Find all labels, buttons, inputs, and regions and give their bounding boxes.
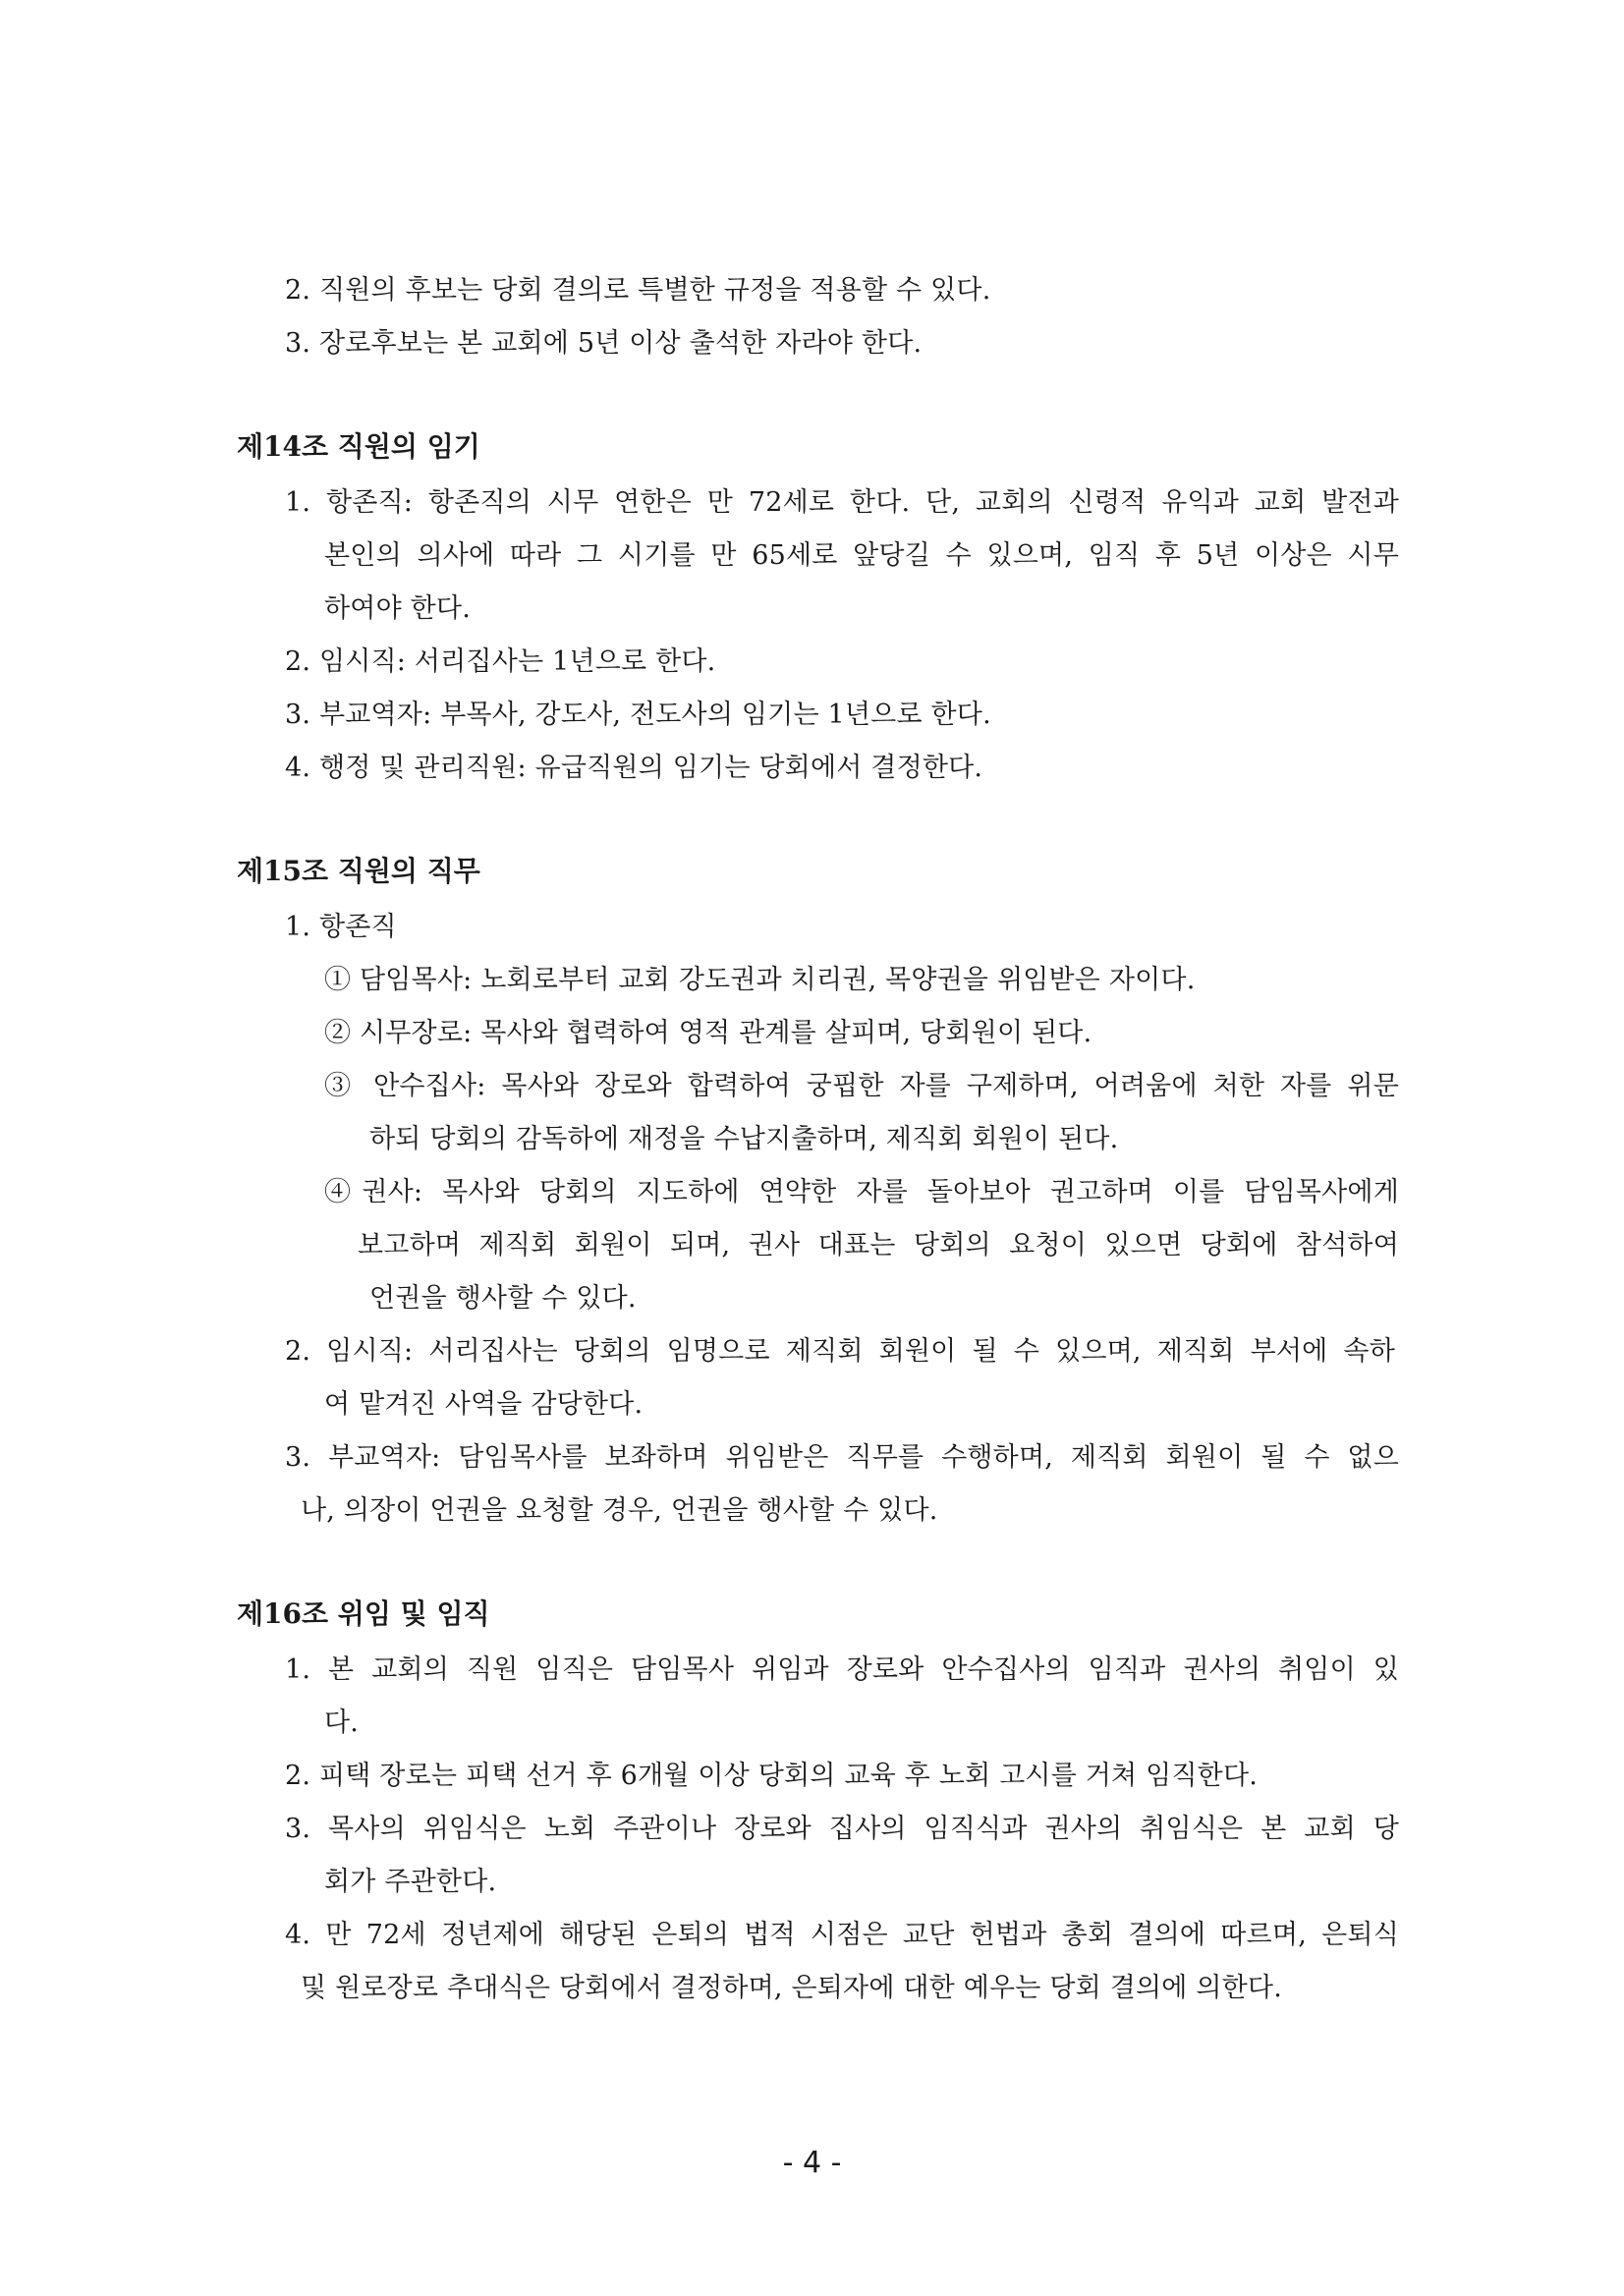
list-item-continuation: 여 맡겨진 사역을 감당한다. (324, 1389, 644, 1420)
list-item: 2. 임시직: 서리집사는 당회의 임명으로 제직회 회원이 될 수 있으며, 제직회 부서에 속하 (285, 1336, 1395, 1367)
list-item: 3. 목사의 위임식은 노회 주관이나 장로와 집사의 임직식과 권사의 취임식은 본 교회 당 (285, 1814, 1399, 1844)
list-item: 2. 피택 장로는 피택 선거 후 6개월 이상 당회의 교육 후 노회 고시를 거쳐 임직한다. (285, 1761, 1259, 1791)
page-number: - 4 - (782, 2146, 842, 2180)
section-heading: 제16조 위임 및 임직 (237, 1597, 490, 1630)
list-item: 1. 항존직: 항존직의 시무 연한은 만 72세로 한다. 단, 교회의 신령적 유익과 교회 발전과 (285, 487, 1399, 518)
list-item: 1. 본 교회의 직원 임직은 담임목사 위임과 장로와 안수집사의 임직과 권사의 취임이 있 (285, 1654, 1399, 1685)
sub-list-item: ① 담임목사: 노회로부터 교회 강도권과 치리권, 목양권을 위임받은 자이다. (324, 965, 1196, 995)
sub-list-item: ③ 안수집사: 목사와 장로와 합력하여 궁핍한 자를 구제하며, 어려움에 처한 자를 위문 (324, 1071, 1399, 1101)
list-item: 4. 행정 및 관리직원: 유급직원의 임기는 당회에서 결정한다. (285, 753, 983, 783)
list-item: 3. 장로후보는 본 교회에 5년 이상 출석한 자라야 한다. (285, 328, 923, 359)
list-item-continuation: 본인의 의사에 따라 그 시기를 만 65세로 앞당길 수 있으며, 임직 후 5년 이상은 시무 (324, 540, 1399, 571)
list-item-continuation: 하여야 한다. (324, 593, 471, 624)
sub-list-item-continuation: 언권을 행사할 수 있다. (369, 1283, 637, 1314)
list-item: 3. 부교역자: 담임목사를 보좌하며 위임받은 직무를 수행하며, 제직회 회원이 될 수 없으 (285, 1442, 1399, 1473)
list-item-continuation: 나, 의장이 언권을 요청할 경우, 언권을 행사할 수 있다. (301, 1495, 938, 1526)
list-item-continuation: 다. (324, 1708, 360, 1738)
list-item: 2. 직원의 후보는 당회 결의로 특별한 규정을 적용할 수 있다. (285, 275, 991, 306)
list-item: 1. 항존직 (285, 912, 397, 942)
sub-list-item-continuation: 하되 당회의 감독하에 재정을 수납지출하며, 제직회 회원이 된다. (369, 1124, 1119, 1154)
section-heading: 제14조 직원의 임기 (237, 430, 480, 463)
list-item: 4. 만 72세 정년제에 해당된 은퇴의 법적 시점은 교단 헌법과 총회 결의에 따르며, 은퇴식 (285, 1920, 1399, 1950)
sub-list-item: ② 시무장로: 목사와 협력하여 영적 관계를 살피며, 당회원이 된다. (324, 1018, 1092, 1048)
sub-list-item: ④권사: 목사와 당회의 지도하에 연약한 자를 돌아보아 권고하며 이를 담임목사에게 (324, 1177, 1399, 1207)
list-item-continuation: 회가 주관한다. (324, 1867, 497, 1897)
list-item: 3. 부교역자: 부목사, 강도사, 전도사의 임기는 1년으로 한다. (285, 700, 991, 730)
sub-list-item-continuation: 보고하며 제직회 회원이 되며, 권사 대표는 당회의 요청이 있으면 당회에 참석하여 (358, 1230, 1399, 1260)
list-item: 2. 임시직: 서리집사는 1년으로 한다. (285, 646, 716, 677)
list-item-continuation: 및 원로장로 추대식은 당회에서 결정하며, 은퇴자에 대한 예우는 당회 결의에 의한다. (301, 1973, 1282, 2003)
section-heading: 제15조 직원의 직무 (237, 855, 480, 887)
